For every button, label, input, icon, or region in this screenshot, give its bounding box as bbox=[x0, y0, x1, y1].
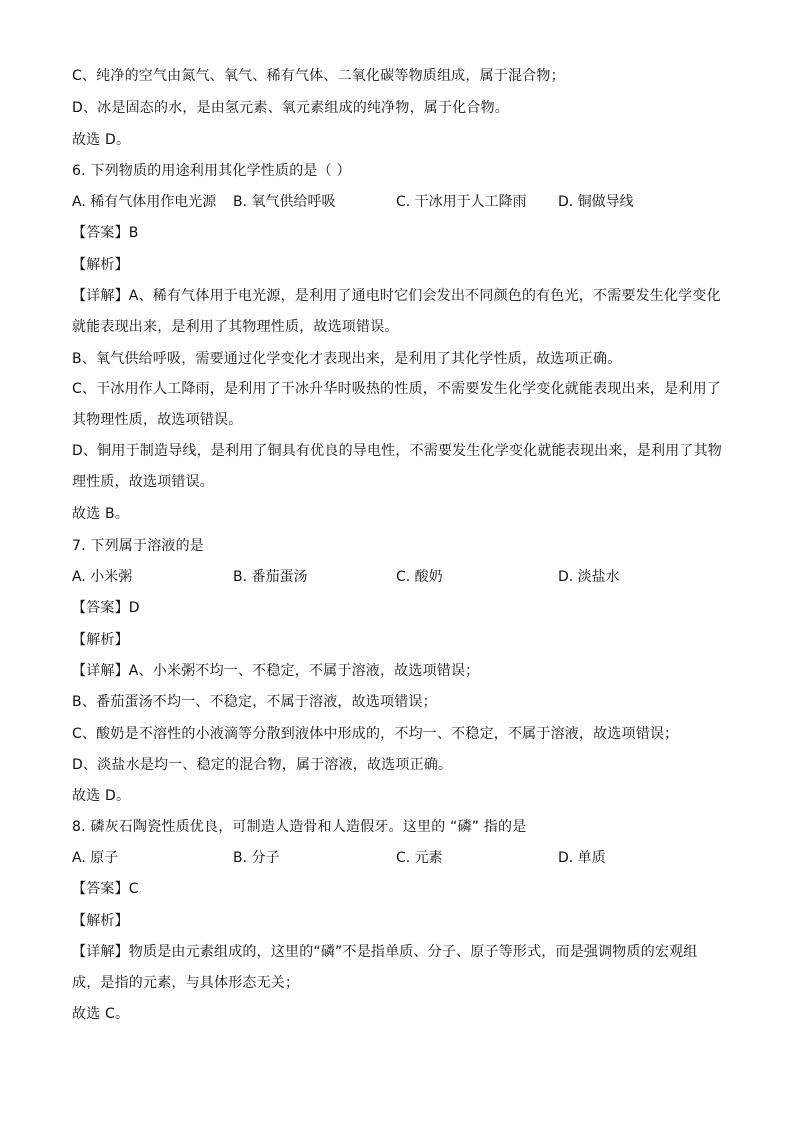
detail-paragraph: C、酸奶是不溶性的小液滴等分散到液体中形成的，不均一、不稳定，不属于溶液，故选项错误； bbox=[72, 726, 679, 742]
choose-line: 故选 C。 bbox=[72, 1006, 130, 1022]
detail-paragraph: 【详解】A、稀有气体用于电光源，是利用了通电时它们会发出不同颜色的有色光，不需要发生化学变化就能表现出来，是利用了其物理性质，故选项错误。 bbox=[72, 288, 721, 335]
detail-paragraph: 【详解】物质是由元素组成的，这里的“磷”不是指单质、分子、原子等形式，而是强调物质的宏观组成，是指的元素，与具体形态无关； bbox=[72, 944, 698, 991]
answer-label: 【答案】B bbox=[72, 225, 139, 241]
option-c: C. 干冰用于人工降雨 bbox=[396, 194, 527, 210]
detail-paragraph: D、淡盐水是均一、稳定的混合物，属于溶液，故选项正确。 bbox=[72, 757, 453, 773]
analysis-label: 【解析】 bbox=[72, 632, 129, 648]
question-6-stem: 6. 下列物质的用途利用其化学性质的是（ ） bbox=[72, 163, 351, 179]
option-d: D. 淡盐水 bbox=[558, 569, 620, 585]
analysis-label: 【解析】 bbox=[72, 257, 129, 273]
option-c: C. 酸奶 bbox=[396, 569, 443, 585]
option-a: A. 小米粥 bbox=[72, 569, 133, 585]
analysis-label: 【解析】 bbox=[72, 913, 129, 929]
detail-paragraph: B、氧气供给呼吸，需要通过化学变化才表现出来，是利用了其化学性质，故选项正确。 bbox=[72, 351, 622, 367]
choose-line: 故选 B。 bbox=[72, 506, 130, 522]
detail-paragraph: C、干冰用作人工降雨，是利用了干冰升华时吸热的性质，不需要发生化学变化就能表现出来，是利用了其物理性质，故选项错误。 bbox=[72, 381, 721, 428]
answer-label: 【答案】C bbox=[72, 881, 139, 897]
option-d: D. 铜做导线 bbox=[558, 194, 634, 210]
choose-line: 故选 D。 bbox=[72, 788, 131, 804]
option-a: A. 稀有气体用作电光源 bbox=[72, 194, 217, 210]
option-b: B. 氧气供给呼吸 bbox=[233, 194, 336, 210]
question-8-stem: 8. 磷灰石陶瓷性质优良，可制造人造骨和人造假牙。这里的 “磷” 指的是 bbox=[72, 819, 527, 835]
text-line: C、纯净的空气由氮气、氧气、稀有气体、二氧化碳等物质组成，属于混合物； bbox=[72, 68, 565, 84]
question-7-stem: 7. 下列属于溶液的是 bbox=[72, 538, 205, 554]
text-line: D、冰是固态的水，是由氢元素、氧元素组成的纯净物，属于化合物。 bbox=[72, 100, 509, 116]
detail-paragraph: D、铜用于制造导线，是利用了铜具有优良的导电性，不需要发生化学变化就能表现出来，是利用了其物理性质，故选项错误。 bbox=[72, 443, 722, 490]
option-a: A. 原子 bbox=[72, 850, 119, 866]
detail-paragraph: 【详解】A、小米粥不均一、不稳定，不属于溶液，故选项错误； bbox=[72, 663, 480, 679]
choose-line: 故选 D。 bbox=[72, 132, 131, 148]
detail-paragraph: B、番茄蛋汤不均一、不稳定，不属于溶液，故选项错误； bbox=[72, 694, 437, 710]
answer-label: 【答案】D bbox=[72, 600, 140, 616]
option-c: C. 元素 bbox=[396, 850, 443, 866]
option-b: B. 分子 bbox=[233, 850, 280, 866]
option-d: D. 单质 bbox=[558, 850, 606, 866]
option-b: B. 番茄蛋汤 bbox=[233, 569, 308, 585]
